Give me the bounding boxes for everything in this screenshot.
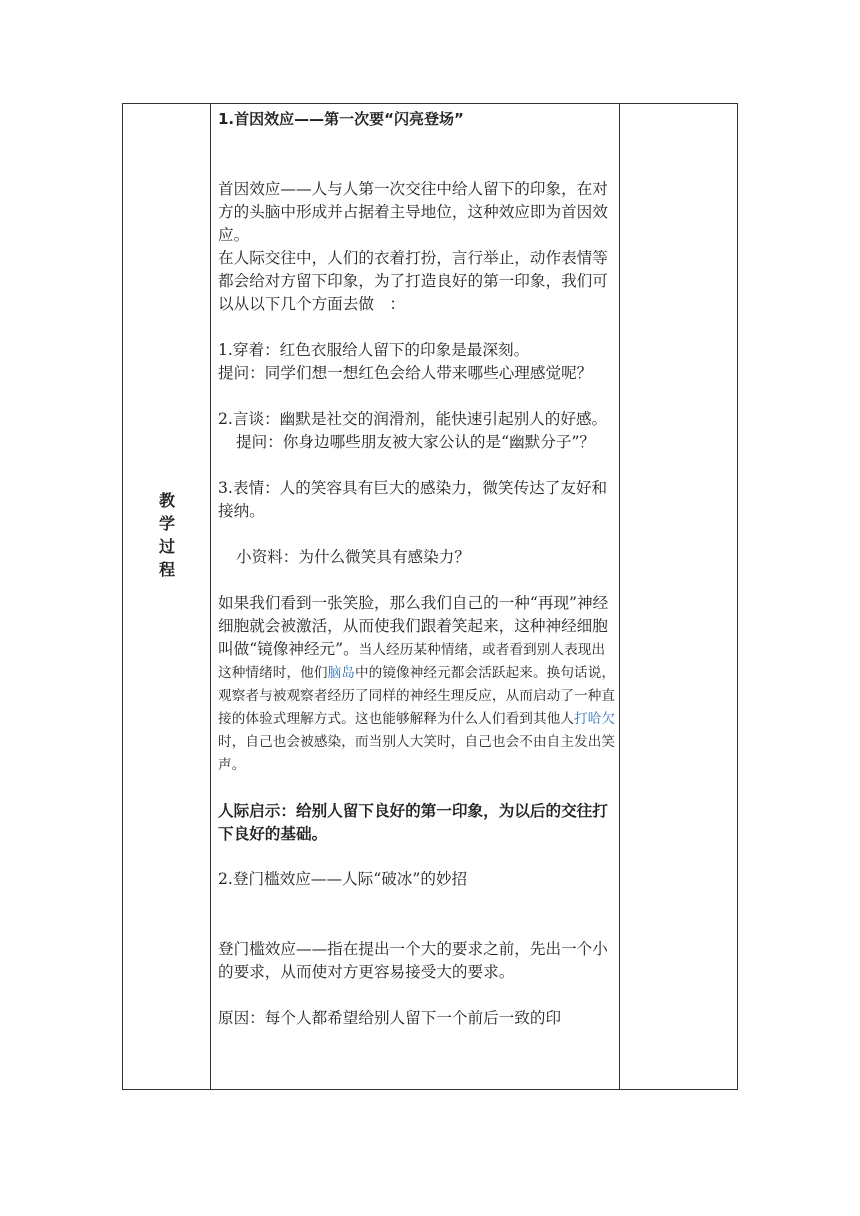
notes-cell bbox=[620, 104, 737, 1089]
note-text-b3: 时，自己也会被感染，而当别人大笑时，自己也会不由自主发出笑声。 bbox=[218, 734, 616, 773]
row-label: 教 学 过 程 bbox=[158, 491, 175, 579]
question-1: 提问：同学们想一想红色会给人带来哪些心理感觉呢？ bbox=[218, 364, 593, 382]
point-3: 3.表情：人的笑容具有巨大的感染力，微笑传达了友好和接纳。 bbox=[218, 479, 608, 520]
note-link-insula[interactable]: 脑岛 bbox=[327, 665, 355, 681]
note-link-yawn[interactable]: 打哈欠 bbox=[574, 711, 616, 727]
foot-in-door-definition: 登门槛效应——指在提出一个大的要求之前，先出一个小的要求，从而使对方更容易接受大的要求。 bbox=[218, 940, 608, 981]
intro-paragraph: 在人际交往中，人们的衣着打扮，言行举止，动作表情等都会给对方留下印象，为了打造良好的第一印象，我们可以从以下几个方面去做 ： bbox=[218, 249, 608, 313]
note-text-a: 如果我们看到一张笑脸，那么我们自己的一种“再现”神经细胞就会被激活，从而使我们跟着笑起来，这种神经细胞叫做“镜像神经元”。 bbox=[218, 594, 609, 658]
primacy-definition: 首因效应——人与人第一次交往中给人留下的印象，在对方的头脑中形成并占据着主导地位，这种效应即为首因效应。 bbox=[218, 180, 608, 244]
section-heading-1: 1.首因效应——第一次要“闪亮登场” bbox=[218, 110, 464, 128]
note-text-b1: 当人经历某种情绪，或者看到别人表现出这种情绪时，他们 bbox=[218, 642, 606, 681]
content-cell bbox=[218, 108, 618, 1030]
row-label-cell bbox=[123, 104, 211, 1089]
insight-paragraph: 人际启示：给别人留下良好的第一印象，为以后的交往打下良好的基础。 bbox=[218, 801, 608, 843]
note-paragraph bbox=[218, 592, 618, 776]
point-2: 2.言谈：幽默是社交的润滑剂，能快速引起别人的好感。 bbox=[218, 410, 608, 428]
section-heading-2: 2.登门槛效应——人际“破冰”的妙招 bbox=[218, 870, 468, 888]
point-1: 1.穿着：红色衣服给人留下的印象是最深刻。 bbox=[218, 341, 530, 359]
note-title: 小资料：为什么微笑具有感染力？ bbox=[236, 548, 470, 566]
note-text-b2: 中的镜像神经元都会活跃起来。换句话说，观察者与被观察者经历了同样的神经生理反应，从而启动了一种直接的体验式理解方式。这也能够解释为什么人们看到其他人 bbox=[218, 665, 616, 727]
lesson-table bbox=[122, 103, 738, 1090]
reason-paragraph: 原因：每个人都希望给别人留下一个前后一致的印 bbox=[218, 1009, 562, 1027]
question-2: 提问：你身边哪些朋友被大家公认的是“幽默分子”？ bbox=[236, 433, 596, 451]
